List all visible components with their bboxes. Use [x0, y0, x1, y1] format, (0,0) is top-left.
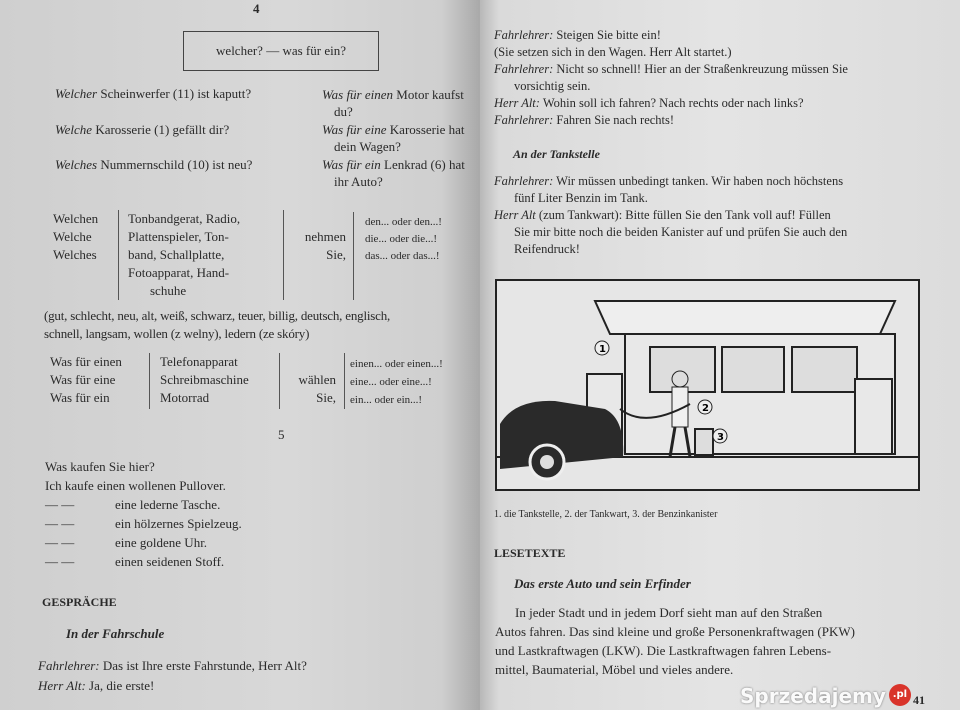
- gas-station-illustration: [495, 279, 920, 491]
- fahrschule-dialog: Fahrlehrer: Das ist Ihre erste Fahrstunde, Herr Alt? Herr Alt: Ja, die erste!: [38, 658, 307, 693]
- title-box: welcher? — was für ein?: [183, 31, 379, 71]
- dialog-1: Fahrlehrer: Steigen Sie bitte ein! (Sie setzen sich in den Wagen. Herr Alt startet.) Fahrlehrer: Nicht so schnell! Hier an der Straßenkreuzung müssen Sie vorsichtig sein. Herr Alt: Wohin soll ich fahren? Nach rechts oder nach links? Fahrlehrer: Fahren Sie nach rechts!: [494, 28, 848, 127]
- right-page: [480, 0, 960, 710]
- section-number: 4: [253, 1, 260, 16]
- example-right-3: Was für ein Lenkrad (6) hat ihr Auto?: [322, 157, 465, 189]
- example-2: Welche Karosserie (1) gefällt dir?: [55, 122, 230, 137]
- adjective-list: (gut, schlecht, neu, alt, weiß, schwarz, teuer, billig, deutsch, englisch, schnell, langsam, wollen (z welny), ledern (ze skóry): [44, 308, 391, 341]
- fahrschule-title: In der Fahrschule: [66, 626, 165, 641]
- figure-label-3: 3: [717, 432, 724, 443]
- tankstelle-title: An der Tankstelle: [513, 147, 600, 161]
- example-1: Welcher Scheinwerfer (11) ist kaputt?: [55, 86, 252, 101]
- example-3: Welches Nummernschild (10) ist neu?: [55, 157, 253, 172]
- figure-label-2: 2: [702, 403, 709, 414]
- lesetexte-heading: LESETEXTE: [494, 546, 566, 560]
- section-5-list: — — eine lederne Tasche. — — ein hölzernes Spielzeug. — — eine goldene Uhr. — — einen seidenen Stoff.: [45, 497, 242, 569]
- section-5-number: 5: [278, 427, 285, 442]
- figure-caption: 1. die Tankstelle, 2. der Tankwart, 3. der Benzinkanister: [494, 509, 718, 520]
- example-right-2: Was für eine Karosserie hat dein Wagen?: [322, 122, 465, 154]
- reading-title: Das erste Auto und sein Erfinder: [514, 576, 691, 591]
- page-number: 41: [913, 693, 925, 707]
- section-5-text: Was kaufen Sie hier? Ich kaufe einen wollenen Pullover.: [45, 459, 226, 493]
- figure-label-1: 1: [599, 344, 606, 355]
- left-page: 4 welcher? — was für ein? Welcher Scheinwerfer (11) ist kaputt? Welche Karosserie (1) gefällt dir? Welches Nummernschild (10) ist neu? Was für einen Motor kaufst du? Was für eine Karosserie hat dein Wagen? Was für ein Lenkrad (6) hat ihr Auto? Welchen Welche Welches Tonbandgerat, Radio, Plattenspieler, Ton- band, Schallplatte, Fotoapparat, Hand- schuhe nehmen Sie, den... oder den...! die... oder die...! das... oder das...! (gut, schlecht, neu, alt, weiß, schwarz, teuer, billig, deutsch, englisch, schnell, langsam, wollen (z welny), ledern (ze skóry) Was für einen Was für eine Was für ein Telefonapparat Schreibmaschine Motorrad wählen Sie, einen... oder einen...! eine... oder eine...! ein... oder ein...! 5 Was kaufen Sie hier? Ich kaufe einen wollenen Pullover. — — eine lederne Tasche. — — ein hölzernes Spielzeug. — — eine goldene Uhr. — — einen seidenen Stoff. GESPRÄCHE In der Fahrschule Fahrlehrer: Das ist Ihre erste Fahrstunde, Herr Alt? Herr Alt: Ja, die erste!: [0, 0, 480, 710]
- dialog-2: Fahrlehrer: Wir müssen unbedingt tanken. Wir haben noch höchstens fünf Liter Benzin im Tank. Herr Alt (zum Tankwart): Bitte füllen Sie den Tank voll auf! Füllen Sie mir bitte noch die beiden Kanister auf und prüfen Sie auch den Reifendruck!: [494, 174, 848, 256]
- example-right-1: Was für einen Motor kaufst du?: [322, 87, 464, 119]
- reading-text: In jeder Stadt und in jedem Dorf sieht man auf den Straßen Autos fahren. Das sind kleine und große Personenkraftwagen (PKW) und Lastkraftwagen (LKW). Die Lastkraftwagen fahren Lebens- mittel, Baumaterial, Möbel und vieles andere.: [495, 605, 855, 677]
- watermark-badge: .pl: [889, 684, 911, 706]
- watermark-logo: [740, 684, 911, 708]
- watermark-text: Sprzedajemy: [740, 684, 886, 708]
- gespraeche-heading: GESPRÄCHE: [42, 595, 117, 609]
